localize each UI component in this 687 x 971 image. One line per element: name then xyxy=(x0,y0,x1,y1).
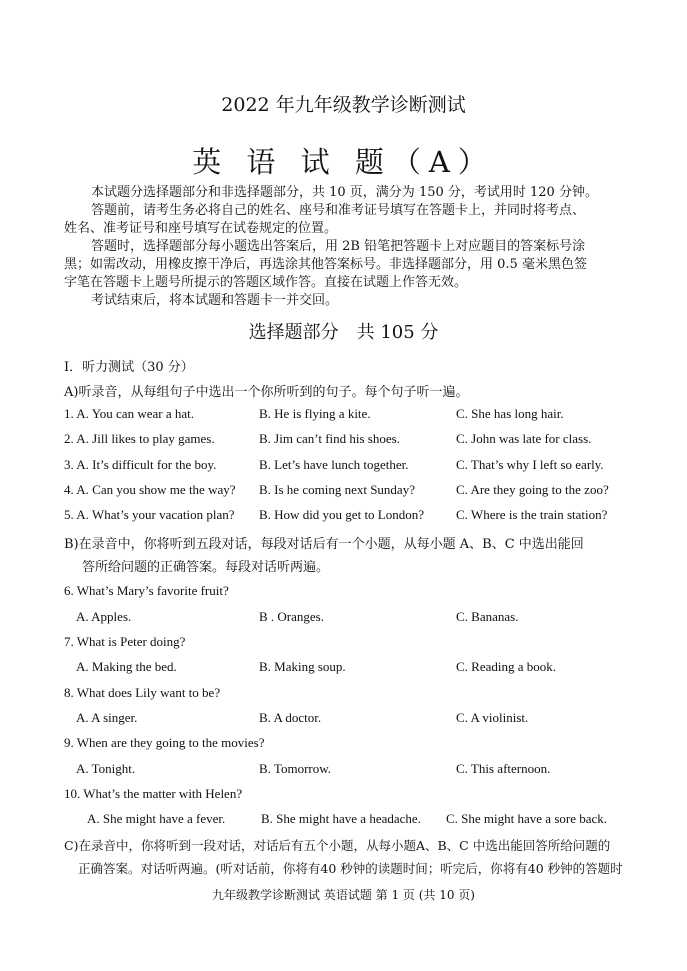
part-c-instruction: 正确答案。对话听两遍。(听对话前，你将有40 秒钟的读题时间；听完后，你将有40 秒钟的答题时 xyxy=(78,861,623,876)
page-footer: 九年级教学诊断测试 英语试题 第 1 页 (共 10 页) xyxy=(212,888,475,902)
question-10-option-c: C. She might have a sore back. xyxy=(446,811,608,826)
question-8: 8. What does Lily want to be? xyxy=(64,685,221,700)
question-8-option-c: C. A violinist. xyxy=(456,710,529,725)
question-9-option-b: B. Tomorrow. xyxy=(259,761,332,776)
item-1-option-b: B. He is flying a kite. xyxy=(259,406,371,421)
part-b-instruction: 答所给问题的正确答案。每段对话听两遍。 xyxy=(82,560,330,575)
part-heading: I．听力测试（30 分） xyxy=(64,360,194,375)
item-3-option-c: C. That’s why I left so early. xyxy=(456,457,604,472)
instruction-line: 姓名、准考证号和座号填写在试卷规定的位置。 xyxy=(64,221,338,236)
question-6-option-a: A. Apples. xyxy=(76,609,132,624)
item-4-option-c: C. Are they going to the zoo? xyxy=(456,482,609,497)
item-5-option-a: 5. A. What’s your vacation plan? xyxy=(64,507,235,522)
question-10: 10. What’s the matter with Helen? xyxy=(64,786,243,801)
item-4-option-a: 4. A. Can you show me the way? xyxy=(64,482,236,497)
part-a-instruction: A)听录音，从每组句子中选出一个你所听到的句子。每个句子听一遍。 xyxy=(64,385,469,400)
part-b-instruction: B)在录音中，你将听到五段对话，每段对话后有一个小题，从每小题 A、B、C 中选出能回 xyxy=(64,537,584,552)
instruction-line: 答题时，选择题部分每小题选出答案后，用 2B 铅笔把答题卡上对应题目的答案标号涂 xyxy=(91,239,586,254)
question-10-option-b: B. She might have a headache. xyxy=(261,811,421,826)
question-8-option-b: B. A doctor. xyxy=(259,710,322,725)
question-9-option-a: A. Tonight. xyxy=(76,761,136,776)
item-2-option-b: B. Jim can’t find his shoes. xyxy=(259,431,400,446)
question-6: 6. What’s Mary’s favorite fruit? xyxy=(64,583,229,598)
part-c-instruction: C)在录音中，你将听到一段对话，对话后有五个小题，从每小题A、B、C 中选出能回答所给问题的 xyxy=(64,838,611,853)
item-4-option-b: B. Is he coming next Sunday? xyxy=(259,482,415,497)
instruction-line: 字笔在答题卡上题号所提示的答题区域作答。直接在试题上作答无效。 xyxy=(64,275,468,290)
item-1-option-c: C. She has long hair. xyxy=(456,406,564,421)
question-10-option-a: A. She might have a fever. xyxy=(87,811,226,826)
instruction-line: 答题前，请考生务必将自己的姓名、座号和准考证号填写在答题卡上，并同时将考点、 xyxy=(91,203,586,218)
question-7: 7. What is Peter doing? xyxy=(64,634,186,649)
question-6-option-c: C. Bananas. xyxy=(456,609,519,624)
question-9: 9. When are they going to the movies? xyxy=(64,735,265,750)
question-7-option-a: A. Making the bed. xyxy=(76,659,177,674)
subject-title: 英 语 试 题（A） xyxy=(192,145,495,179)
item-3-option-a: 3. A. It’s difficult for the boy. xyxy=(64,457,217,472)
exam-title: 2022 年九年级教学诊断测试 xyxy=(221,94,466,116)
section-title: 选择题部分 共 105 分 xyxy=(248,322,439,343)
question-8-option-a: A. A singer. xyxy=(76,710,138,725)
question-7-option-b: B. Making soup. xyxy=(259,659,346,674)
item-3-option-b: B. Let’s have lunch together. xyxy=(259,457,409,472)
instruction-line: 黑；如需改动，用橡皮擦干净后，再选涂其他答案标号。非选择题部分，用 0.5 毫米黑色签 xyxy=(64,257,587,272)
item-1-option-a: 1. A. You can wear a hat. xyxy=(64,406,194,421)
item-2-option-a: 2. A. Jill likes to play games. xyxy=(64,431,215,446)
item-2-option-c: C. John was late for class. xyxy=(456,431,592,446)
question-6-option-b: B . Oranges. xyxy=(259,609,324,624)
item-5-option-b: B. How did you get to London? xyxy=(259,507,425,522)
question-7-option-c: C. Reading a book. xyxy=(456,659,557,674)
question-9-option-c: C. This afternoon. xyxy=(456,761,551,776)
instruction-line: 本试题分选择题部分和非选择题部分，共 10 页，满分为 150 分，考试用时 120 分钟。 xyxy=(91,185,598,200)
instruction-line: 考试结束后，将本试题和答题卡一并交回。 xyxy=(91,293,339,308)
item-5-option-c: C. Where is the train station? xyxy=(456,507,608,522)
